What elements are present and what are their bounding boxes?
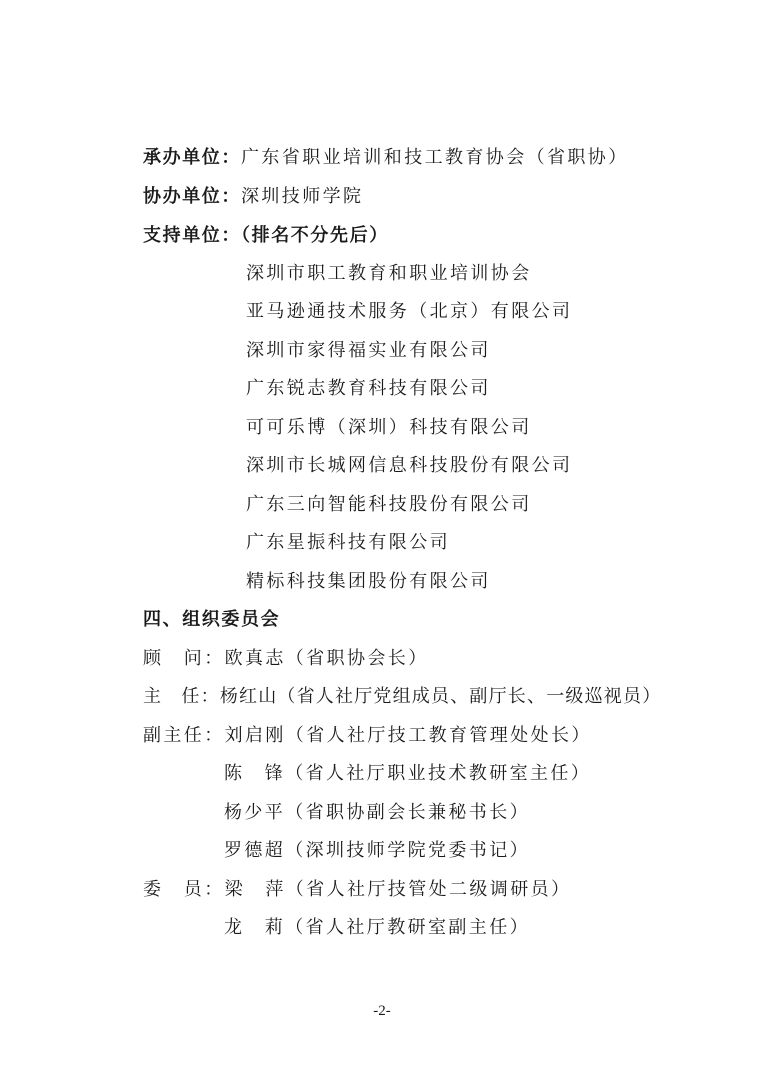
support-unit-item: 精标科技集团股份有限公司 <box>246 571 491 592</box>
support-unit-item: 深圳市职工教育和职业培训协会 <box>246 263 532 284</box>
director-value: 杨红山（省人社厅党组成员、副厅长、一级巡视员） <box>219 686 662 707</box>
co-unit-line <box>143 185 363 209</box>
advisor-line <box>143 647 429 671</box>
member-label: 委 员： <box>143 879 225 900</box>
co-unit-value: 深圳技师学院 <box>241 186 364 207</box>
deputy-label: 副主任： <box>143 725 225 746</box>
support-unit-item: 广东星振科技有限公司 <box>246 532 450 553</box>
support-unit-item: 深圳市长城网信息科技股份有限公司 <box>246 455 573 476</box>
host-unit-value: 广东省职业培训和技工教育协会（省职协） <box>241 147 629 168</box>
deputy-line <box>143 724 592 748</box>
support-unit-item: 可可乐博（深圳）科技有限公司 <box>246 417 532 438</box>
support-unit-item: 深圳市家得福实业有限公司 <box>246 340 491 361</box>
support-units-label: 支持单位：（排名不分先后） <box>143 225 389 246</box>
co-unit-label: 协办单位： <box>143 186 241 207</box>
support-unit-item: 亚马逊通技术服务（北京）有限公司 <box>246 301 573 322</box>
deputy-item: 陈 锋（省人社厅职业技术教研室主任） <box>224 763 592 784</box>
support-unit-item: 广东锐志教育科技有限公司 <box>246 378 491 399</box>
deputy-item: 杨少平（省职协副会长兼秘书长） <box>224 802 530 823</box>
advisor-value: 欧真志（省职协会长） <box>224 648 429 669</box>
host-unit-line <box>143 146 629 170</box>
director-label: 主 任： <box>143 686 220 707</box>
advisor-label: 顾 问： <box>143 648 225 669</box>
support-unit-item: 广东三向智能科技股份有限公司 <box>246 494 532 515</box>
member-item: 龙 莉（省人社厅教研室副主任） <box>224 917 530 938</box>
host-unit-label: 承办单位： <box>143 147 241 168</box>
deputy-item: 罗德超（深圳技师学院党委书记） <box>224 840 530 861</box>
deputy-value: 刘启刚（省人社厅技工教育管理处处长） <box>224 725 592 746</box>
director-line <box>143 685 661 709</box>
page-number: -2- <box>373 1003 391 1019</box>
section-heading: 四、组织委员会 <box>143 609 281 630</box>
member-value: 梁 萍（省人社厅技管处二级调研员） <box>224 879 572 900</box>
member-line <box>143 878 571 902</box>
